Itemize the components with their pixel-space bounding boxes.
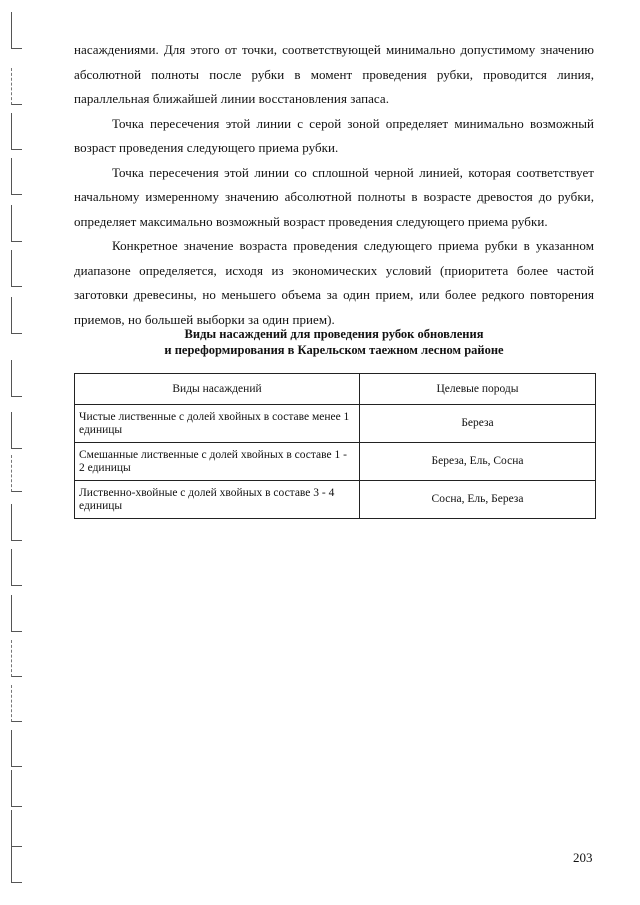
binding-margin	[0, 0, 40, 905]
paragraph: Точка пересечения этой линии с серой зоной определяет минимально возможный возраст проведения следующего приема рубки.	[74, 115, 594, 155]
table-title-line: Виды насаждений для проведения рубок обновления	[184, 327, 484, 341]
stand-type-cell: Смешанные лиственные с долей хвойных в составе 1 - 2 единицы	[75, 443, 360, 481]
table-title	[74, 326, 594, 358]
binding-mark	[11, 549, 22, 586]
binding-mark	[11, 730, 22, 767]
column-header-target-species: Целевые породы	[360, 374, 596, 405]
paragraph: насаждениями. Для этого от точки, соответствующей минимально допустимому значению абсолютной полноты после рубки в момент проведения рубки, проводится линия, параллельная ближайшей линии восстановления запаса.	[74, 42, 594, 106]
table-row	[75, 405, 596, 443]
paragraph: Точка пересечения этой линии со сплошной черной линией, которая соответствует начальному измеренному значению абсолютной полноты в возрасте древостоя до рубки, определяет максимально возможный возраст проведения следующего приема рубки.	[74, 164, 594, 229]
forest-types-table	[74, 373, 596, 519]
binding-mark	[11, 250, 22, 287]
binding-mark	[11, 158, 22, 195]
stand-type-cell: Чистые лиственные с долей хвойных в составе менее 1 единицы	[75, 405, 360, 443]
page-number: 203	[573, 850, 593, 865]
table-header-row	[75, 374, 596, 405]
body-text	[74, 38, 594, 332]
binding-mark	[11, 455, 22, 492]
table-row	[75, 443, 596, 481]
target-species-cell: Береза, Ель, Сосна	[360, 443, 596, 481]
binding-mark	[11, 846, 22, 883]
binding-mark	[11, 205, 22, 242]
binding-mark	[11, 68, 22, 105]
binding-mark	[11, 685, 22, 722]
stand-type-cell: Лиственно-хвойные с долей хвойных в составе 3 - 4 единицы	[75, 481, 360, 519]
binding-mark	[11, 504, 22, 541]
binding-mark	[11, 412, 22, 449]
target-species-cell: Сосна, Ель, Береза	[360, 481, 596, 519]
binding-mark	[11, 640, 22, 677]
binding-mark	[11, 595, 22, 632]
target-species-cell: Береза	[360, 405, 596, 443]
binding-mark	[11, 113, 22, 150]
table-row	[75, 481, 596, 519]
binding-mark	[11, 770, 22, 807]
paragraph: Конкретное значение возраста проведения следующего приема рубки в указанном диапазоне определяется, исходя из экономических условий (приоритета более частой заготовки древесины, но меньшего объема за один прием, или более редкого повторения приемов, но большей выборки за один прием).	[74, 238, 594, 327]
table-title-line: и переформирования в Карельском таежном лесном районе	[164, 343, 504, 357]
column-header-stand-types: Виды насаждений	[75, 374, 360, 405]
binding-mark	[11, 12, 22, 49]
binding-mark	[11, 360, 22, 397]
binding-mark	[11, 297, 22, 334]
binding-mark	[11, 810, 22, 847]
